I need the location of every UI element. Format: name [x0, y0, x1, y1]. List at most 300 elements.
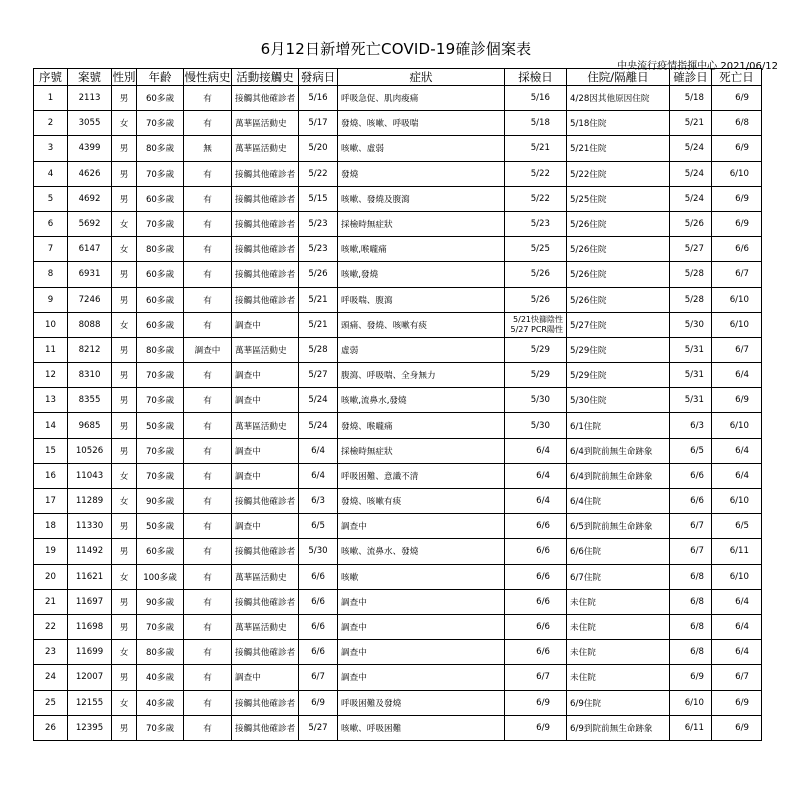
cell-col-sample-date: 6/6 [505, 614, 567, 639]
cell-col-sample-date: 5/23 [505, 211, 567, 236]
cell-col-hospital: 5/26住院 [567, 211, 670, 236]
cell-col-onset: 5/20 [299, 136, 338, 161]
cell-col-index: 8 [34, 262, 68, 287]
cell-col-age: 80多歲 [137, 237, 184, 262]
cell-col-case-no: 6147 [68, 237, 112, 262]
cell-col-sample-date: 5/22 [505, 161, 567, 186]
header-col-confirm-date: 確診日 [670, 69, 712, 86]
cell-col-index: 22 [34, 614, 68, 639]
cell-col-hospital: 6/4到院前無生命跡象 [567, 438, 670, 463]
cell-col-hospital: 6/1住院 [567, 413, 670, 438]
cell-col-index: 7 [34, 237, 68, 262]
cell-col-sex: 女 [112, 211, 137, 236]
cell-col-hospital: 5/25住院 [567, 186, 670, 211]
cell-col-case-no: 8355 [68, 388, 112, 413]
cell-col-case-no: 4399 [68, 136, 112, 161]
table-row [34, 413, 762, 438]
cell-col-death-date: 6/9 [712, 211, 762, 236]
table-row [34, 363, 762, 388]
cell-col-hospital: 6/5到院前無生命跡象 [567, 514, 670, 539]
cell-col-onset: 6/4 [299, 463, 338, 488]
table-row [34, 463, 762, 488]
cell-col-confirm-date: 5/31 [670, 337, 712, 362]
cell-col-symptoms: 呼吸急促、肌肉痠痛 [338, 86, 505, 111]
cell-col-chronic: 調查中 [184, 337, 232, 362]
table-row [34, 262, 762, 287]
cell-col-contact: 接觸其他確診者 [232, 186, 299, 211]
cell-col-symptoms: 發燒、咳嗽、呼吸喘 [338, 111, 505, 136]
cell-col-sex: 男 [112, 589, 137, 614]
cell-col-contact: 接觸其他確診者 [232, 690, 299, 715]
cell-col-age: 70多歲 [137, 363, 184, 388]
cell-col-contact: 接觸其他確診者 [232, 489, 299, 514]
cell-col-symptoms: 呼吸喘、腹瀉 [338, 287, 505, 312]
cell-col-contact: 萬華區活動史 [232, 111, 299, 136]
cell-col-sex: 男 [112, 514, 137, 539]
cell-col-sample-date: 5/21快篩陰性 5/27 PCR陽性 [505, 312, 567, 337]
table-row [34, 489, 762, 514]
cell-col-index: 4 [34, 161, 68, 186]
cell-col-death-date: 6/10 [712, 413, 762, 438]
cell-col-sample-date: 5/18 [505, 111, 567, 136]
cell-col-confirm-date: 5/24 [670, 161, 712, 186]
cell-col-onset: 6/6 [299, 589, 338, 614]
cell-col-onset: 5/16 [299, 86, 338, 111]
cell-col-onset: 5/27 [299, 363, 338, 388]
table-row [34, 161, 762, 186]
cell-col-confirm-date: 5/30 [670, 312, 712, 337]
cell-col-contact: 接觸其他確診者 [232, 262, 299, 287]
cell-col-confirm-date: 6/8 [670, 614, 712, 639]
cell-col-onset: 5/28 [299, 337, 338, 362]
cell-col-onset: 5/24 [299, 413, 338, 438]
cell-col-contact: 調查中 [232, 514, 299, 539]
cell-col-age: 90多歲 [137, 489, 184, 514]
table-row [34, 186, 762, 211]
cell-col-chronic: 有 [184, 111, 232, 136]
cell-col-sample-date: 5/16 [505, 86, 567, 111]
cell-col-sex: 男 [112, 262, 137, 287]
cell-col-confirm-date: 6/8 [670, 589, 712, 614]
cell-col-death-date: 6/7 [712, 337, 762, 362]
cell-col-confirm-date: 6/9 [670, 665, 712, 690]
cell-col-case-no: 5692 [68, 211, 112, 236]
cell-col-hospital: 6/9到院前無生命跡象 [567, 715, 670, 740]
cell-col-sample-date: 6/6 [505, 539, 567, 564]
table-row [34, 665, 762, 690]
cell-col-confirm-date: 6/6 [670, 463, 712, 488]
cell-col-case-no: 3055 [68, 111, 112, 136]
header-col-sex: 性別 [112, 70, 136, 84]
cell-col-sample-date: 6/6 [505, 589, 567, 614]
cell-col-contact: 接觸其他確診者 [232, 589, 299, 614]
cell-col-confirm-date: 5/18 [670, 86, 712, 111]
cell-col-age: 50多歲 [137, 514, 184, 539]
cell-col-age: 70多歲 [137, 161, 184, 186]
cell-col-confirm-date: 5/28 [670, 262, 712, 287]
cell-col-index: 1 [34, 86, 68, 111]
cell-col-age: 70多歲 [137, 438, 184, 463]
cell-col-confirm-date: 6/8 [670, 564, 712, 589]
cell-col-sex: 女 [112, 564, 137, 589]
cell-col-sex: 男 [112, 539, 137, 564]
cell-col-age: 60多歲 [137, 287, 184, 312]
header-col-contact: 活動接觸史 [232, 69, 299, 86]
cell-col-chronic: 有 [184, 539, 232, 564]
table-body [34, 86, 762, 741]
source-note: 中央流行疫情指揮中心 2021/06/12 [617, 61, 778, 72]
cell-col-contact: 接觸其他確診者 [232, 161, 299, 186]
cell-col-sample-date: 6/9 [505, 715, 567, 740]
cell-col-age: 40多歲 [137, 690, 184, 715]
cell-col-case-no: 12395 [68, 715, 112, 740]
cell-col-hospital: 5/22住院 [567, 161, 670, 186]
cell-col-age: 60多歲 [137, 262, 184, 287]
cell-col-hospital: 5/27住院 [567, 312, 670, 337]
cell-col-death-date: 6/8 [712, 111, 762, 136]
table-row [34, 640, 762, 665]
cell-col-hospital: 6/7住院 [567, 564, 670, 589]
cell-col-chronic: 無 [184, 136, 232, 161]
cell-col-hospital: 5/30住院 [567, 388, 670, 413]
cell-col-confirm-date: 6/11 [670, 715, 712, 740]
cell-col-age: 80多歲 [137, 136, 184, 161]
cell-col-sex: 男 [112, 86, 137, 111]
cell-col-hospital: 5/26住院 [567, 262, 670, 287]
cell-col-onset: 5/21 [299, 312, 338, 337]
cell-col-symptoms: 虛弱 [338, 337, 505, 362]
cell-col-case-no: 11697 [68, 589, 112, 614]
cell-col-contact: 萬華區活動史 [232, 614, 299, 639]
cell-col-hospital: 5/29住院 [567, 363, 670, 388]
cell-col-chronic: 有 [184, 388, 232, 413]
cell-col-age: 100多歲 [137, 564, 184, 589]
cell-col-age: 70多歲 [137, 463, 184, 488]
cell-col-chronic: 有 [184, 665, 232, 690]
cell-col-symptoms: 調查中 [338, 589, 505, 614]
cell-col-hospital: 5/26住院 [567, 287, 670, 312]
cell-col-chronic: 有 [184, 86, 232, 111]
cell-col-symptoms: 咳嗽,發燒 [338, 262, 505, 287]
header-col-index: 序號 [34, 69, 68, 86]
cell-col-age: 70多歲 [137, 211, 184, 236]
cell-col-age: 60多歲 [137, 86, 184, 111]
cell-col-hospital: 未住院 [567, 614, 670, 639]
cell-col-case-no: 11698 [68, 614, 112, 639]
cell-col-sex: 男 [112, 614, 137, 639]
cell-col-index: 14 [34, 413, 68, 438]
table-row [34, 514, 762, 539]
cell-col-case-no: 12007 [68, 665, 112, 690]
cell-col-chronic: 有 [184, 312, 232, 337]
header-row [34, 69, 762, 86]
cell-col-case-no: 10526 [68, 438, 112, 463]
header-col-death-date: 死亡日 [712, 69, 762, 86]
cell-col-symptoms: 咳嗽、流鼻水、發燒 [338, 539, 505, 564]
cell-col-confirm-date: 6/6 [670, 489, 712, 514]
cell-col-sample-date: 6/6 [505, 564, 567, 589]
cell-col-sample-date: 5/25 [505, 237, 567, 262]
cell-col-death-date: 6/9 [712, 388, 762, 413]
cell-col-onset: 5/26 [299, 262, 338, 287]
cell-col-onset: 6/6 [299, 640, 338, 665]
cell-col-death-date: 6/11 [712, 539, 762, 564]
cell-col-symptoms: 咳嗽,流鼻水,發燒 [338, 388, 505, 413]
cell-col-sample-date: 6/4 [505, 438, 567, 463]
table-row [34, 86, 762, 111]
cell-col-contact: 調查中 [232, 463, 299, 488]
cell-col-index: 6 [34, 211, 68, 236]
cell-col-index: 25 [34, 690, 68, 715]
cell-col-index: 23 [34, 640, 68, 665]
cell-col-contact: 接觸其他確診者 [232, 640, 299, 665]
cell-col-index: 24 [34, 665, 68, 690]
cell-col-death-date: 6/9 [712, 715, 762, 740]
cell-col-death-date: 6/4 [712, 614, 762, 639]
cell-col-index: 21 [34, 589, 68, 614]
cell-col-confirm-date: 6/10 [670, 690, 712, 715]
cell-col-sample-date: 6/6 [505, 514, 567, 539]
cell-col-index: 20 [34, 564, 68, 589]
cell-col-case-no: 11699 [68, 640, 112, 665]
cell-col-chronic: 有 [184, 237, 232, 262]
cell-col-sample-date: 5/22 [505, 186, 567, 211]
cell-col-hospital: 5/26住院 [567, 237, 670, 262]
table-row [34, 312, 762, 337]
cell-col-sample-date: 6/7 [505, 665, 567, 690]
cell-col-hospital: 6/4到院前無生命跡象 [567, 463, 670, 488]
cell-col-sample-date: 6/4 [505, 489, 567, 514]
cell-col-age: 60多歲 [137, 186, 184, 211]
cell-col-sample-date: 5/30 [505, 388, 567, 413]
cell-col-sex: 男 [112, 388, 137, 413]
cell-col-hospital: 5/29住院 [567, 337, 670, 362]
header-col-hospital: 住院/隔離日 [567, 69, 670, 86]
cell-col-case-no: 8212 [68, 337, 112, 362]
cell-col-contact: 萬華區活動史 [232, 136, 299, 161]
cell-col-contact: 調查中 [232, 388, 299, 413]
cell-col-age: 70多歲 [137, 614, 184, 639]
cell-col-case-no: 7246 [68, 287, 112, 312]
cell-col-chronic: 有 [184, 489, 232, 514]
cell-col-onset: 6/6 [299, 614, 338, 639]
header-col-symptoms: 症狀 [338, 69, 505, 86]
cell-col-symptoms: 咳嗽 [338, 564, 505, 589]
cell-col-hospital: 5/21住院 [567, 136, 670, 161]
cell-col-death-date: 6/4 [712, 589, 762, 614]
cell-col-onset: 5/15 [299, 186, 338, 211]
cell-col-sample-date: 6/6 [505, 640, 567, 665]
cell-col-chronic: 有 [184, 363, 232, 388]
cell-col-hospital: 4/28因其他原因住院 [567, 86, 670, 111]
cell-col-index: 19 [34, 539, 68, 564]
cell-col-contact: 接觸其他確診者 [232, 237, 299, 262]
cell-col-index: 15 [34, 438, 68, 463]
table-row [34, 614, 762, 639]
cell-col-chronic: 有 [184, 413, 232, 438]
cell-col-death-date: 6/4 [712, 438, 762, 463]
cell-col-chronic: 有 [184, 438, 232, 463]
cell-col-age: 70多歲 [137, 715, 184, 740]
cell-col-confirm-date: 6/7 [670, 514, 712, 539]
cell-col-onset: 5/24 [299, 388, 338, 413]
cell-col-symptoms: 發燒、喉嚨痛 [338, 413, 505, 438]
cell-col-index: 12 [34, 363, 68, 388]
cell-col-sex: 男 [112, 363, 137, 388]
cell-col-sex: 女 [112, 640, 137, 665]
cell-col-contact: 接觸其他確診者 [232, 86, 299, 111]
cell-col-sample-date: 5/21 [505, 136, 567, 161]
cell-col-confirm-date: 6/7 [670, 539, 712, 564]
cell-col-sex: 女 [112, 463, 137, 488]
case-table [33, 68, 762, 741]
cell-col-death-date: 6/5 [712, 514, 762, 539]
table-row [34, 136, 762, 161]
cell-col-confirm-date: 6/8 [670, 640, 712, 665]
cell-col-sex: 男 [112, 438, 137, 463]
cell-col-contact: 調查中 [232, 438, 299, 463]
cell-col-age: 70多歲 [137, 111, 184, 136]
cell-col-contact: 調查中 [232, 312, 299, 337]
cell-col-contact: 調查中 [232, 363, 299, 388]
cell-col-chronic: 有 [184, 614, 232, 639]
cell-col-onset: 5/21 [299, 287, 338, 312]
cell-col-age: 60多歲 [137, 312, 184, 337]
cell-col-case-no: 11330 [68, 514, 112, 539]
cell-col-symptoms: 採檢時無症狀 [338, 438, 505, 463]
cell-col-case-no: 9685 [68, 413, 112, 438]
cell-col-onset: 6/3 [299, 489, 338, 514]
cell-col-symptoms: 調查中 [338, 665, 505, 690]
cell-col-sex: 男 [112, 136, 137, 161]
cell-col-age: 90多歲 [137, 589, 184, 614]
cell-col-death-date: 6/9 [712, 86, 762, 111]
cell-col-chronic: 有 [184, 186, 232, 211]
cell-col-death-date: 6/10 [712, 161, 762, 186]
cell-col-onset: 5/30 [299, 539, 338, 564]
cell-col-case-no: 11289 [68, 489, 112, 514]
cell-col-hospital: 5/18住院 [567, 111, 670, 136]
cell-col-onset: 5/22 [299, 161, 338, 186]
cell-col-contact: 接觸其他確診者 [232, 715, 299, 740]
table-row [34, 564, 762, 589]
cell-col-sex: 男 [112, 337, 137, 362]
cell-col-case-no: 12155 [68, 690, 112, 715]
cell-col-symptoms: 發燒、咳嗽有痰 [338, 489, 505, 514]
cell-col-index: 18 [34, 514, 68, 539]
cell-col-sex: 男 [112, 287, 137, 312]
cell-col-hospital: 未住院 [567, 589, 670, 614]
cell-col-case-no: 8310 [68, 363, 112, 388]
cell-col-index: 10 [34, 312, 68, 337]
cell-col-sample-date: 5/29 [505, 337, 567, 362]
cell-col-death-date: 6/9 [712, 690, 762, 715]
table-row [34, 539, 762, 564]
cell-col-index: 26 [34, 715, 68, 740]
cell-col-death-date: 6/4 [712, 463, 762, 488]
table-row [34, 715, 762, 740]
cell-col-case-no: 4692 [68, 186, 112, 211]
cell-col-chronic: 有 [184, 514, 232, 539]
cell-col-sex: 女 [112, 489, 137, 514]
cell-col-death-date: 6/10 [712, 489, 762, 514]
cell-col-contact: 萬華區活動史 [232, 337, 299, 362]
cell-col-sex: 男 [112, 665, 137, 690]
cell-col-contact: 接觸其他確診者 [232, 211, 299, 236]
cell-col-chronic: 有 [184, 690, 232, 715]
cell-col-onset: 5/27 [299, 715, 338, 740]
cell-col-sample-date: 5/26 [505, 287, 567, 312]
cell-col-symptoms: 咳嗽、虛弱 [338, 136, 505, 161]
cell-col-symptoms: 發燒 [338, 161, 505, 186]
cell-col-death-date: 6/7 [712, 665, 762, 690]
cell-col-sample-date: 6/4 [505, 463, 567, 488]
cell-col-age: 60多歲 [137, 539, 184, 564]
cell-col-case-no: 6931 [68, 262, 112, 287]
table-row [34, 237, 762, 262]
header-col-age: 年齡 [137, 69, 184, 86]
cell-col-age: 80多歲 [137, 337, 184, 362]
cell-col-onset: 5/23 [299, 211, 338, 236]
cell-col-symptoms: 呼吸困難及發燒 [338, 690, 505, 715]
cell-col-death-date: 6/10 [712, 287, 762, 312]
cell-col-hospital: 6/6住院 [567, 539, 670, 564]
cell-col-symptoms: 調查中 [338, 514, 505, 539]
header-col-sample-date: 採檢日 [505, 69, 567, 86]
cell-col-symptoms: 頭痛、發燒、咳嗽有痰 [338, 312, 505, 337]
table-row [34, 111, 762, 136]
cell-col-sex: 女 [112, 111, 137, 136]
cell-col-confirm-date: 5/28 [670, 287, 712, 312]
cell-col-sample-date: 5/29 [505, 363, 567, 388]
cell-col-case-no: 11621 [68, 564, 112, 589]
cell-col-symptoms: 咳嗽、發燒及腹瀉 [338, 186, 505, 211]
cell-col-index: 5 [34, 186, 68, 211]
cell-col-confirm-date: 5/24 [670, 186, 712, 211]
cell-col-sample-date: 5/26 [505, 262, 567, 287]
cell-col-confirm-date: 5/26 [670, 211, 712, 236]
cell-col-index: 17 [34, 489, 68, 514]
cell-col-confirm-date: 5/24 [670, 136, 712, 161]
table-row [34, 438, 762, 463]
cell-col-age: 40多歲 [137, 665, 184, 690]
cell-col-chronic: 有 [184, 589, 232, 614]
cell-col-death-date: 6/9 [712, 186, 762, 211]
cell-col-symptoms: 調查中 [338, 640, 505, 665]
cell-col-death-date: 6/9 [712, 136, 762, 161]
cell-col-sex: 男 [112, 161, 137, 186]
cell-col-confirm-date: 5/27 [670, 237, 712, 262]
cell-col-chronic: 有 [184, 161, 232, 186]
cell-col-onset: 6/5 [299, 514, 338, 539]
cell-col-death-date: 6/10 [712, 312, 762, 337]
cell-col-hospital: 6/9住院 [567, 690, 670, 715]
cell-col-onset: 6/6 [299, 564, 338, 589]
cell-col-chronic: 有 [184, 463, 232, 488]
cell-col-symptoms: 咳嗽、呼吸困難 [338, 715, 505, 740]
cell-col-chronic: 有 [184, 287, 232, 312]
cell-col-age: 70多歲 [137, 388, 184, 413]
cell-col-symptoms: 採檢時無症狀 [338, 211, 505, 236]
header-col-case-no: 案號 [68, 69, 112, 86]
cell-col-sex: 女 [112, 237, 137, 262]
cell-col-hospital: 未住院 [567, 640, 670, 665]
cell-col-contact: 接觸其他確診者 [232, 539, 299, 564]
cell-col-case-no: 8088 [68, 312, 112, 337]
cell-col-chronic: 有 [184, 715, 232, 740]
table-row [34, 287, 762, 312]
cell-col-symptoms: 腹瀉、呼吸喘、全身無力 [338, 363, 505, 388]
